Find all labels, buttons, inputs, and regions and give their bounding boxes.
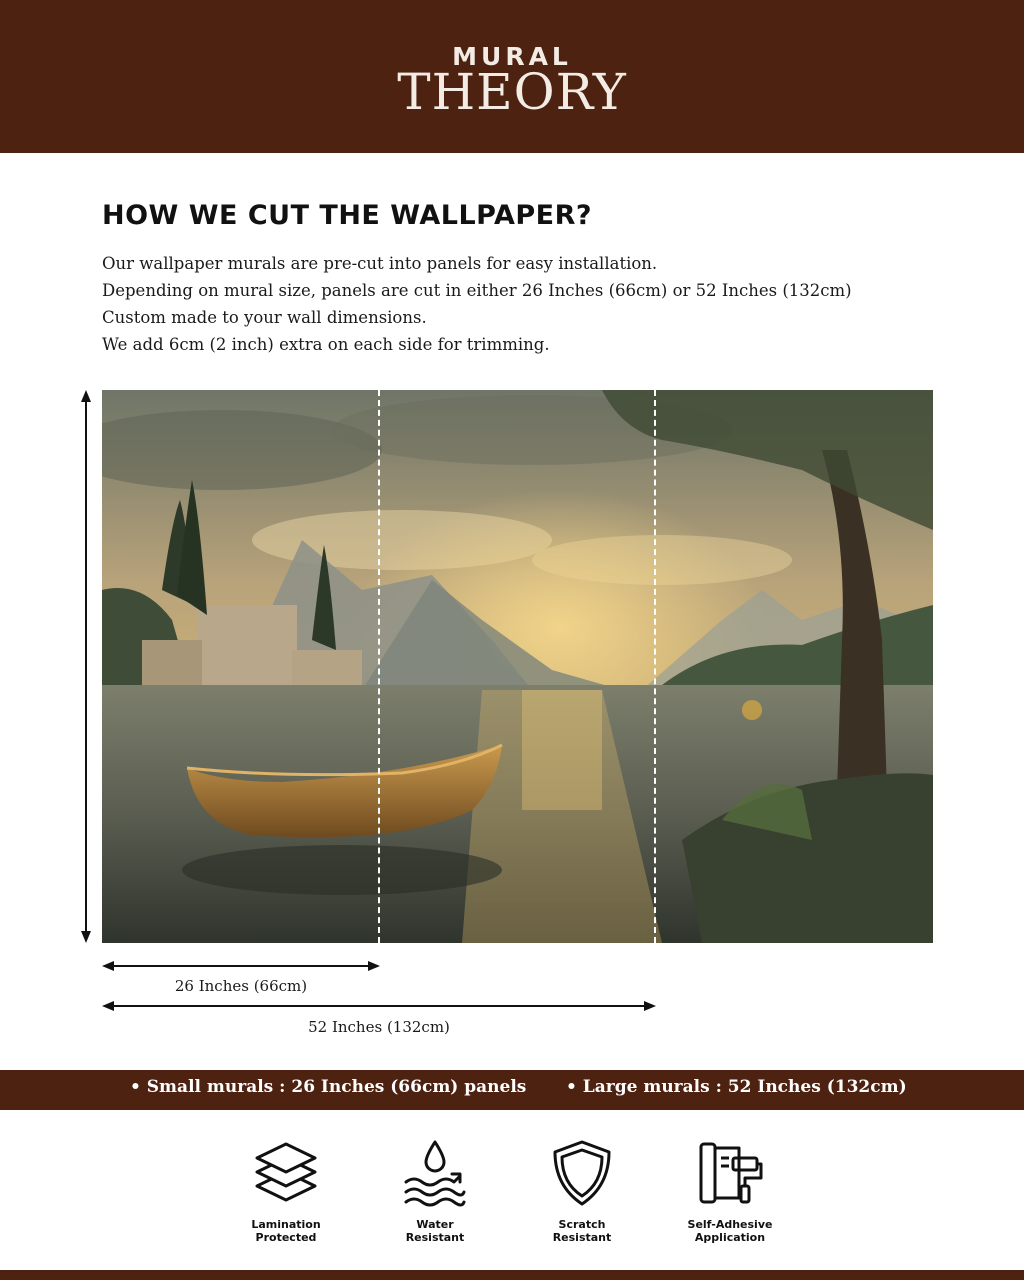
water-drop-icon (400, 1138, 470, 1208)
panel-size-band (0, 1070, 1024, 1110)
feature-water (375, 1138, 495, 1244)
lake-landscape-painting (102, 390, 933, 943)
brand-header (0, 0, 1024, 153)
cut-line-26-inch (378, 390, 380, 943)
feature-label-line: Protected (255, 1231, 317, 1244)
feature-label-line: Resistant (405, 1231, 465, 1244)
section-description (102, 250, 852, 358)
feature-label-line: Self-Adhesive (687, 1218, 773, 1231)
width-label-52-inch: 52 Inches (132cm) (308, 1018, 450, 1036)
description-line: Custom made to your wall dimensions. (102, 308, 427, 327)
logo-theory-text: THEORY (397, 63, 627, 121)
section-title: HOW WE CUT THE WALLPAPER? (102, 200, 593, 231)
layers-icon (251, 1138, 321, 1208)
width-label-26-inch: 26 Inches (66cm) (174, 977, 308, 995)
description-line: Our wallpaper murals are pre-cut into panels for easy installation. (102, 254, 658, 273)
feature-scratch (522, 1138, 642, 1244)
small-murals-note: • Small murals : 26 Inches (66cm) panels (130, 1077, 527, 1097)
width-arrow-26-inch (102, 956, 380, 976)
logo-mural-text: MURAL (452, 42, 572, 71)
feature-self-adhesive (670, 1138, 790, 1244)
width-arrow-52-inch (102, 996, 656, 1016)
feature-label-line: Scratch (558, 1218, 606, 1231)
feature-label-line: Resistant (552, 1231, 612, 1244)
footer-band (0, 1270, 1024, 1280)
feature-label-line: Lamination (251, 1218, 321, 1231)
shield-icon (547, 1138, 617, 1208)
paint-roller-icon (695, 1138, 765, 1208)
description-line: We add 6cm (2 inch) extra on each side for trimming. (102, 335, 550, 354)
cut-line-52-inch (654, 390, 656, 943)
large-murals-note: • Large murals : 52 Inches (132cm) (566, 1077, 907, 1097)
feature-lamination (226, 1138, 346, 1244)
height-arrow (76, 390, 96, 943)
feature-label-line: Water (416, 1218, 454, 1231)
mural-image (102, 390, 933, 943)
description-line: Depending on mural size, panels are cut in either 26 Inches (66cm) or 52 Inches (132cm) (102, 281, 852, 300)
feature-label-line: Application (694, 1231, 766, 1244)
